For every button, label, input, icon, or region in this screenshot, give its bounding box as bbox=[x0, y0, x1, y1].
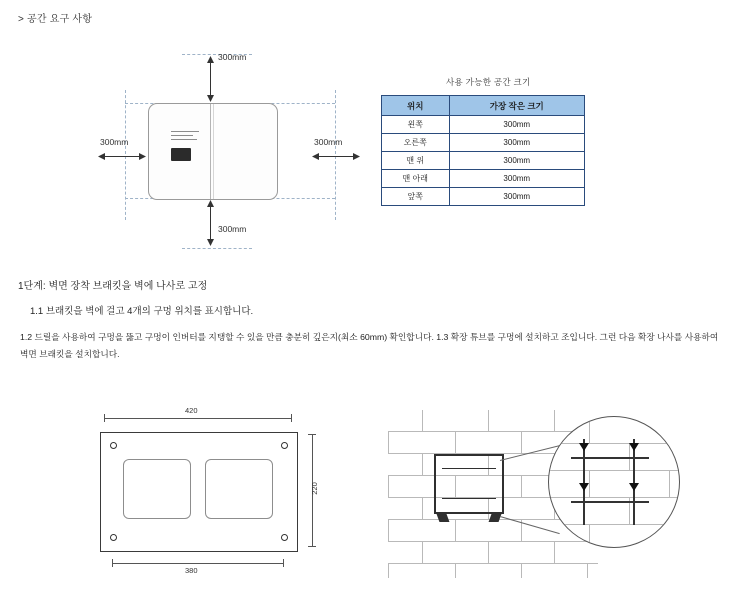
expansion-bolt-right bbox=[633, 439, 635, 525]
table-cell-position: 왼쪽 bbox=[382, 116, 450, 134]
arrow-bottom bbox=[206, 200, 215, 246]
bracket-width-bottom-label: 380 bbox=[185, 566, 198, 575]
clearance-right-label: 300mm bbox=[314, 137, 343, 147]
bracket-window-right bbox=[205, 459, 273, 519]
table-header-row bbox=[382, 96, 585, 116]
arrow-right bbox=[312, 152, 360, 161]
table-row bbox=[382, 170, 585, 188]
bracket-drawing bbox=[60, 400, 350, 585]
table-row bbox=[382, 134, 585, 152]
detail-callout-circle bbox=[548, 416, 680, 548]
bracket-height-dim-tick-bottom bbox=[308, 546, 316, 547]
detail-rail-upper bbox=[571, 457, 649, 459]
clearance-top-label: 300mm bbox=[218, 52, 247, 62]
device-display-icon bbox=[171, 148, 191, 161]
device-seam-secondary bbox=[213, 104, 214, 199]
table-cell-position: 앞쪽 bbox=[382, 188, 450, 206]
device-seam bbox=[210, 104, 211, 199]
table-header-minimum-size: 가장 작은 크기 bbox=[449, 96, 584, 116]
bracket-cross-rail bbox=[442, 468, 496, 469]
table-cell-size: 300mm bbox=[449, 116, 584, 134]
step-item-1: 1.1 브래킷을 벽에 걸고 4개의 구멍 위치를 표시합니다. bbox=[30, 306, 254, 317]
clearance-bottom-label: 300mm bbox=[218, 224, 247, 234]
arrow-top bbox=[206, 56, 215, 102]
bracket-top-dim-line bbox=[104, 418, 292, 419]
wall-mount-bracket-plate bbox=[100, 432, 298, 552]
arrow-left bbox=[98, 152, 146, 161]
brick-row bbox=[388, 564, 598, 578]
table-cell-position: 오른쪽 bbox=[382, 134, 450, 152]
inverter-device bbox=[148, 103, 278, 200]
brick-row bbox=[549, 471, 679, 498]
page-title: > 공간 요구 사항 bbox=[18, 14, 93, 25]
table-row bbox=[382, 116, 585, 134]
table-row bbox=[382, 188, 585, 206]
bracket-bottom-dim-tick-right bbox=[283, 559, 284, 567]
guide-line-bottom-outer bbox=[182, 248, 252, 249]
table-caption: 사용 가능한 공간 크기 bbox=[446, 77, 531, 87]
mounting-hole bbox=[110, 442, 117, 449]
bracket-left-rail bbox=[434, 454, 436, 514]
table-cell-position: 맨 아래 bbox=[382, 170, 450, 188]
bracket-height-label: 220 bbox=[309, 482, 319, 495]
step-title: 1단계: 벽면 장착 브래킷을 벽에 나사로 고정 bbox=[18, 281, 208, 292]
insertion-arrow-right-lower bbox=[629, 483, 639, 491]
mounted-bracket bbox=[434, 454, 504, 524]
bracket-window-left bbox=[123, 459, 191, 519]
space-requirements-table bbox=[381, 95, 585, 206]
table-cell-size: 300mm bbox=[449, 170, 584, 188]
mounting-hole bbox=[281, 442, 288, 449]
wall-installation-drawing bbox=[380, 398, 710, 588]
insertion-arrow-right bbox=[629, 443, 639, 451]
bracket-bottom-dim-line bbox=[112, 563, 284, 564]
bracket-foot-left bbox=[437, 514, 450, 522]
table-cell-size: 300mm bbox=[449, 152, 584, 170]
step-item-2: 1.2 드릴을 사용하여 구멍을 뚫고 구멍이 인버터를 지탱할 수 있을 만큼 충분히 깊은지(최소 60mm) 확인합니다. 1.3 확장 튜브를 구멍에 설치하고 조입니다. 그런 다음 확장 나사를 사용하여 벽면 브래킷을 설치합니다. bbox=[20, 332, 719, 359]
brick-row bbox=[549, 525, 679, 548]
mounting-hole bbox=[110, 534, 117, 541]
bracket-right-rail bbox=[502, 454, 504, 514]
table-cell-size: 300mm bbox=[449, 188, 584, 206]
bracket-width-top-label: 420 bbox=[185, 406, 198, 415]
bracket-top-rail bbox=[434, 454, 504, 456]
bracket-bottom-dim-tick-left bbox=[112, 559, 113, 567]
mounting-hole bbox=[281, 534, 288, 541]
device-vent-lines bbox=[171, 131, 201, 143]
clearance-left-label: 300mm bbox=[100, 137, 129, 147]
bracket-cross-rail-lower bbox=[442, 498, 496, 499]
table-cell-position: 맨 위 bbox=[382, 152, 450, 170]
bracket-height-dim-tick-top bbox=[308, 434, 316, 435]
table-cell-size: 300mm bbox=[449, 134, 584, 152]
detail-rail-lower bbox=[571, 501, 649, 503]
device-clearance-diagram bbox=[90, 40, 370, 255]
brick-row bbox=[549, 417, 679, 444]
bracket-top-dim-tick-right bbox=[291, 414, 292, 422]
table-row bbox=[382, 152, 585, 170]
expansion-bolt-left bbox=[583, 439, 585, 525]
insertion-arrow-left bbox=[579, 443, 589, 451]
bracket-top-dim-tick-left bbox=[104, 414, 105, 422]
table-header-position: 위치 bbox=[382, 96, 450, 116]
insertion-arrow-left-lower bbox=[579, 483, 589, 491]
detail-brick-wall bbox=[549, 417, 679, 547]
